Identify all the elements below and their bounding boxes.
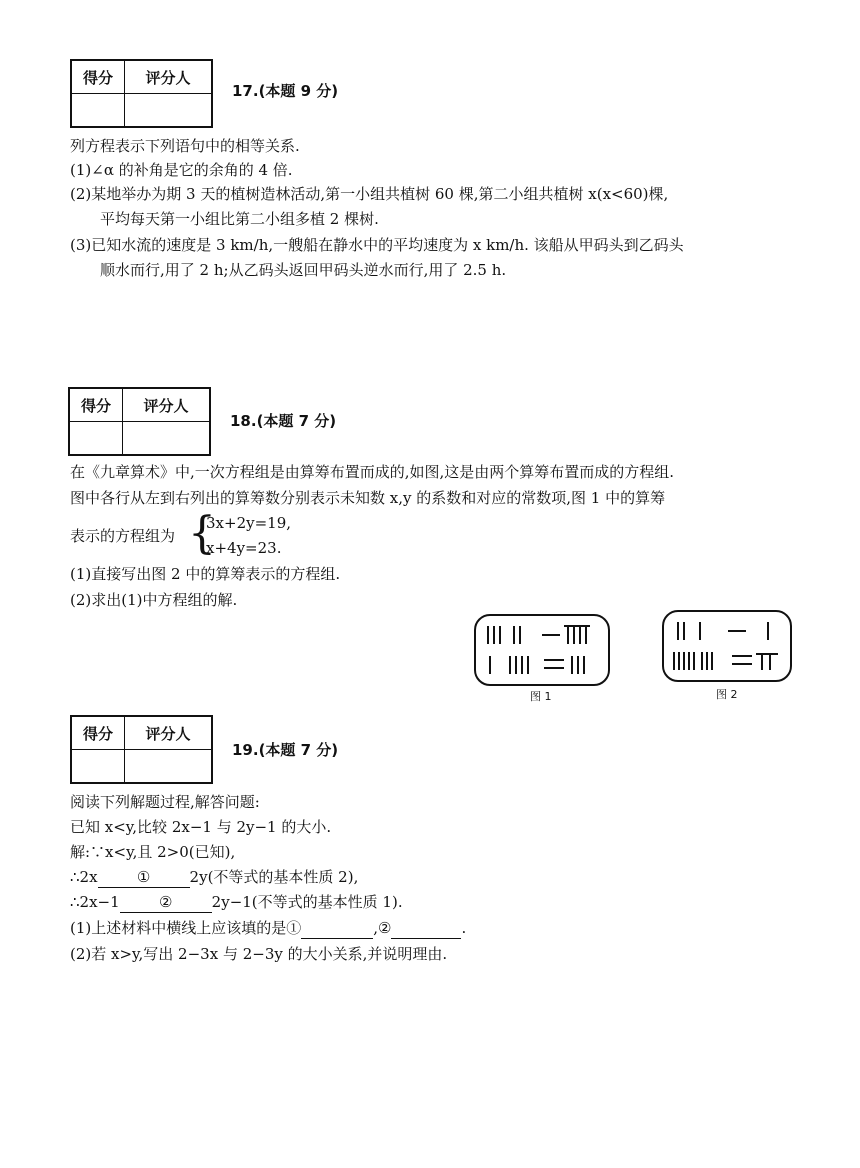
question-17-title: 17.(本题 9 分) — [232, 82, 339, 100]
q17-part3a: (3)已知水流的速度是 3 km/h,一艘船在静水中的平均速度为 x km/h. 该船从甲码头到乙码头 — [70, 236, 684, 254]
question-18-title: 18.(本题 7 分) — [230, 412, 337, 430]
counting-rods-1 — [476, 616, 608, 684]
step1-suffix: 2y(不等式的基本性质 2), — [189, 868, 359, 886]
part1-text: (1)上述材料中横线上应该填的是① — [70, 919, 302, 937]
counting-rods-figure-1 — [474, 614, 610, 686]
q19-solution: 解:∵x<y,且 2>0(已知), — [70, 843, 236, 861]
blank-2-marked — [120, 892, 212, 913]
mark-1: ① — [136, 868, 151, 886]
score-label: 得分 — [71, 60, 125, 94]
step1-prefix: ∴2x — [70, 868, 98, 886]
q18-equation1: 3x+2y=19, — [206, 514, 292, 532]
score-table-17 — [70, 59, 213, 128]
score-table-18 — [68, 387, 211, 456]
q18-line1: 在《九章算术》中,一次方程组是由算筹布置而成的,如图,这是由两个算筹布置而成的方程组. — [70, 463, 675, 481]
score-cell[interactable] — [71, 750, 125, 784]
question-19-title: 19.(本题 7 分) — [232, 741, 339, 759]
answer-blank-1[interactable] — [301, 918, 373, 939]
q18-part2: (2)求出(1)中方程组的解. — [70, 591, 238, 609]
left-brace: { — [188, 508, 216, 559]
q18-line3-prefix: 表示的方程组为 — [70, 527, 176, 545]
q19-intro: 阅读下列解题过程,解答问题: — [70, 793, 260, 811]
grader-cell[interactable] — [125, 750, 213, 784]
grader-cell[interactable] — [125, 94, 213, 128]
score-cell[interactable] — [69, 422, 123, 456]
q19-given: 已知 x<y,比较 2x−1 与 2y−1 的大小. — [70, 818, 332, 836]
counting-rods-figure-2 — [662, 610, 792, 682]
grader-label: 评分人 — [125, 60, 213, 94]
score-label: 得分 — [71, 716, 125, 750]
q18-equation2: x+4y=23. — [206, 539, 282, 557]
counting-rods-2 — [664, 612, 790, 680]
grader-label: 评分人 — [125, 716, 213, 750]
q17-part2a: (2)某地举办为期 3 天的植树造林活动,第一小组共植树 60 棵,第二小组共植树 x(x<60)棵, — [70, 185, 669, 203]
q19-part1 — [70, 918, 466, 939]
q17-intro: 列方程表示下列语句中的相等关系. — [70, 137, 300, 155]
figure-2-caption: 图 2 — [716, 688, 738, 701]
blank-1-marked — [98, 867, 190, 888]
part1-end: . — [461, 919, 467, 937]
q19-step1 — [70, 867, 358, 888]
score-table-19 — [70, 715, 213, 784]
step2-suffix: 2y−1(不等式的基本性质 1). — [211, 893, 403, 911]
step2-prefix: ∴2x−1 — [70, 893, 120, 911]
q18-part1: (1)直接写出图 2 中的算筹表示的方程组. — [70, 565, 341, 583]
q17-part2b: 平均每天第一小组比第二小组多植 2 棵树. — [100, 210, 379, 228]
grader-label: 评分人 — [123, 388, 211, 422]
q17-part3b: 顺水而行,用了 2 h;从乙码头返回甲码头逆水而行,用了 2.5 h. — [100, 261, 507, 279]
score-label: 得分 — [69, 388, 123, 422]
q19-part2: (2)若 x>y,写出 2−3x 与 2−3y 的大小关系,并说明理由. — [70, 945, 448, 963]
answer-blank-2[interactable] — [391, 918, 461, 939]
q18-line2: 图中各行从左到右列出的算筹数分别表示未知数 x,y 的系数和对应的常数项,图 1 中的算筹 — [70, 489, 666, 507]
score-cell[interactable] — [71, 94, 125, 128]
q19-step2 — [70, 892, 403, 913]
figure-1-caption: 图 1 — [530, 690, 552, 703]
part1-mid: ,② — [373, 919, 392, 937]
q17-part1: (1)∠α 的补角是它的余角的 4 倍. — [70, 161, 293, 179]
mark-2: ② — [158, 893, 173, 911]
grader-cell[interactable] — [123, 422, 211, 456]
